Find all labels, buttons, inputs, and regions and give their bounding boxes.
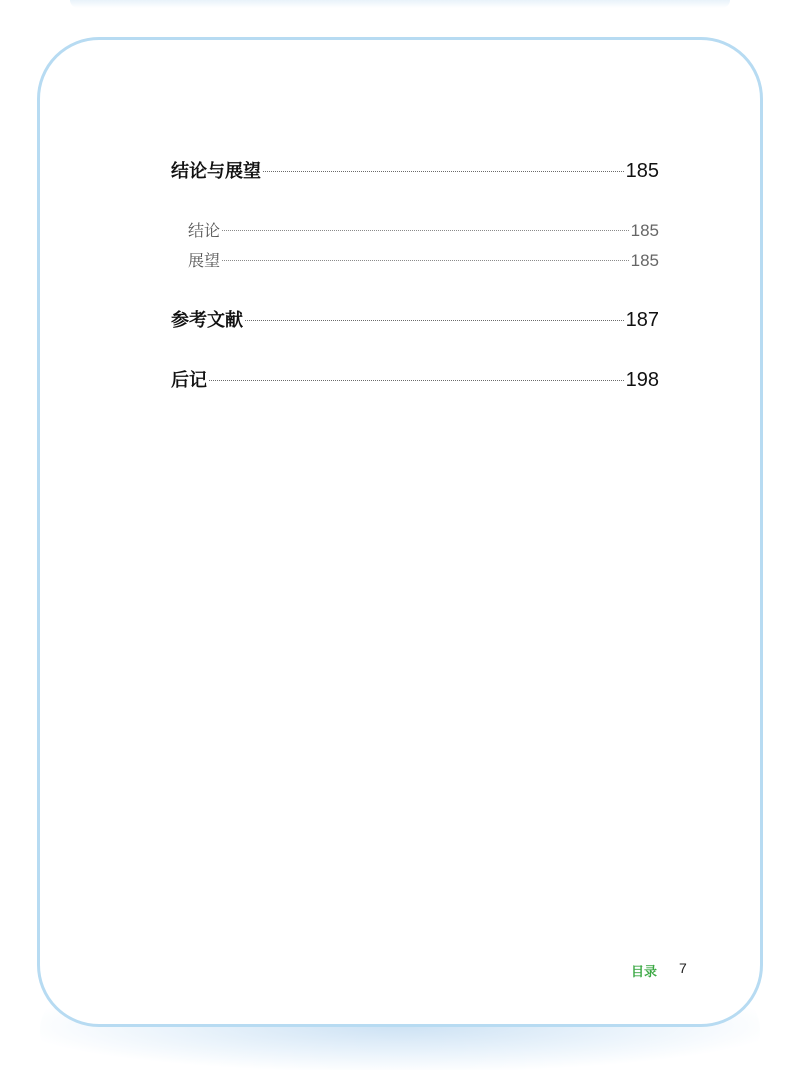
toc-entry-title: 展望 [188, 251, 221, 270]
dot-leader [263, 171, 624, 172]
dot-leader [209, 380, 624, 381]
toc-entry-conclusion-outlook[interactable] [171, 157, 659, 183]
footer-page-number: 7 [679, 960, 687, 976]
page-card [37, 37, 763, 1027]
toc-entry-page: 187 [625, 309, 659, 331]
toc-entry-references[interactable] [171, 306, 659, 332]
dot-leader [245, 320, 624, 321]
toc-entry-afterword[interactable] [171, 366, 659, 392]
toc-entry-title: 结论 [188, 221, 221, 240]
toc-entry-title: 参考文献 [171, 310, 243, 331]
toc-entry-page: 185 [630, 221, 659, 240]
dot-leader [222, 230, 629, 231]
top-shadow [70, 0, 730, 8]
toc-entry-title: 后记 [171, 370, 207, 391]
toc-entry-page: 198 [625, 369, 659, 391]
toc-entry-conclusion[interactable] [188, 218, 659, 241]
footer-section-label: 目录 [631, 965, 658, 980]
toc-entry-page: 185 [625, 160, 659, 182]
toc-entry-title: 结论与展望 [171, 161, 261, 182]
toc-entry-page: 185 [630, 251, 659, 270]
dot-leader [222, 260, 629, 261]
toc-entry-outlook[interactable] [188, 248, 659, 271]
